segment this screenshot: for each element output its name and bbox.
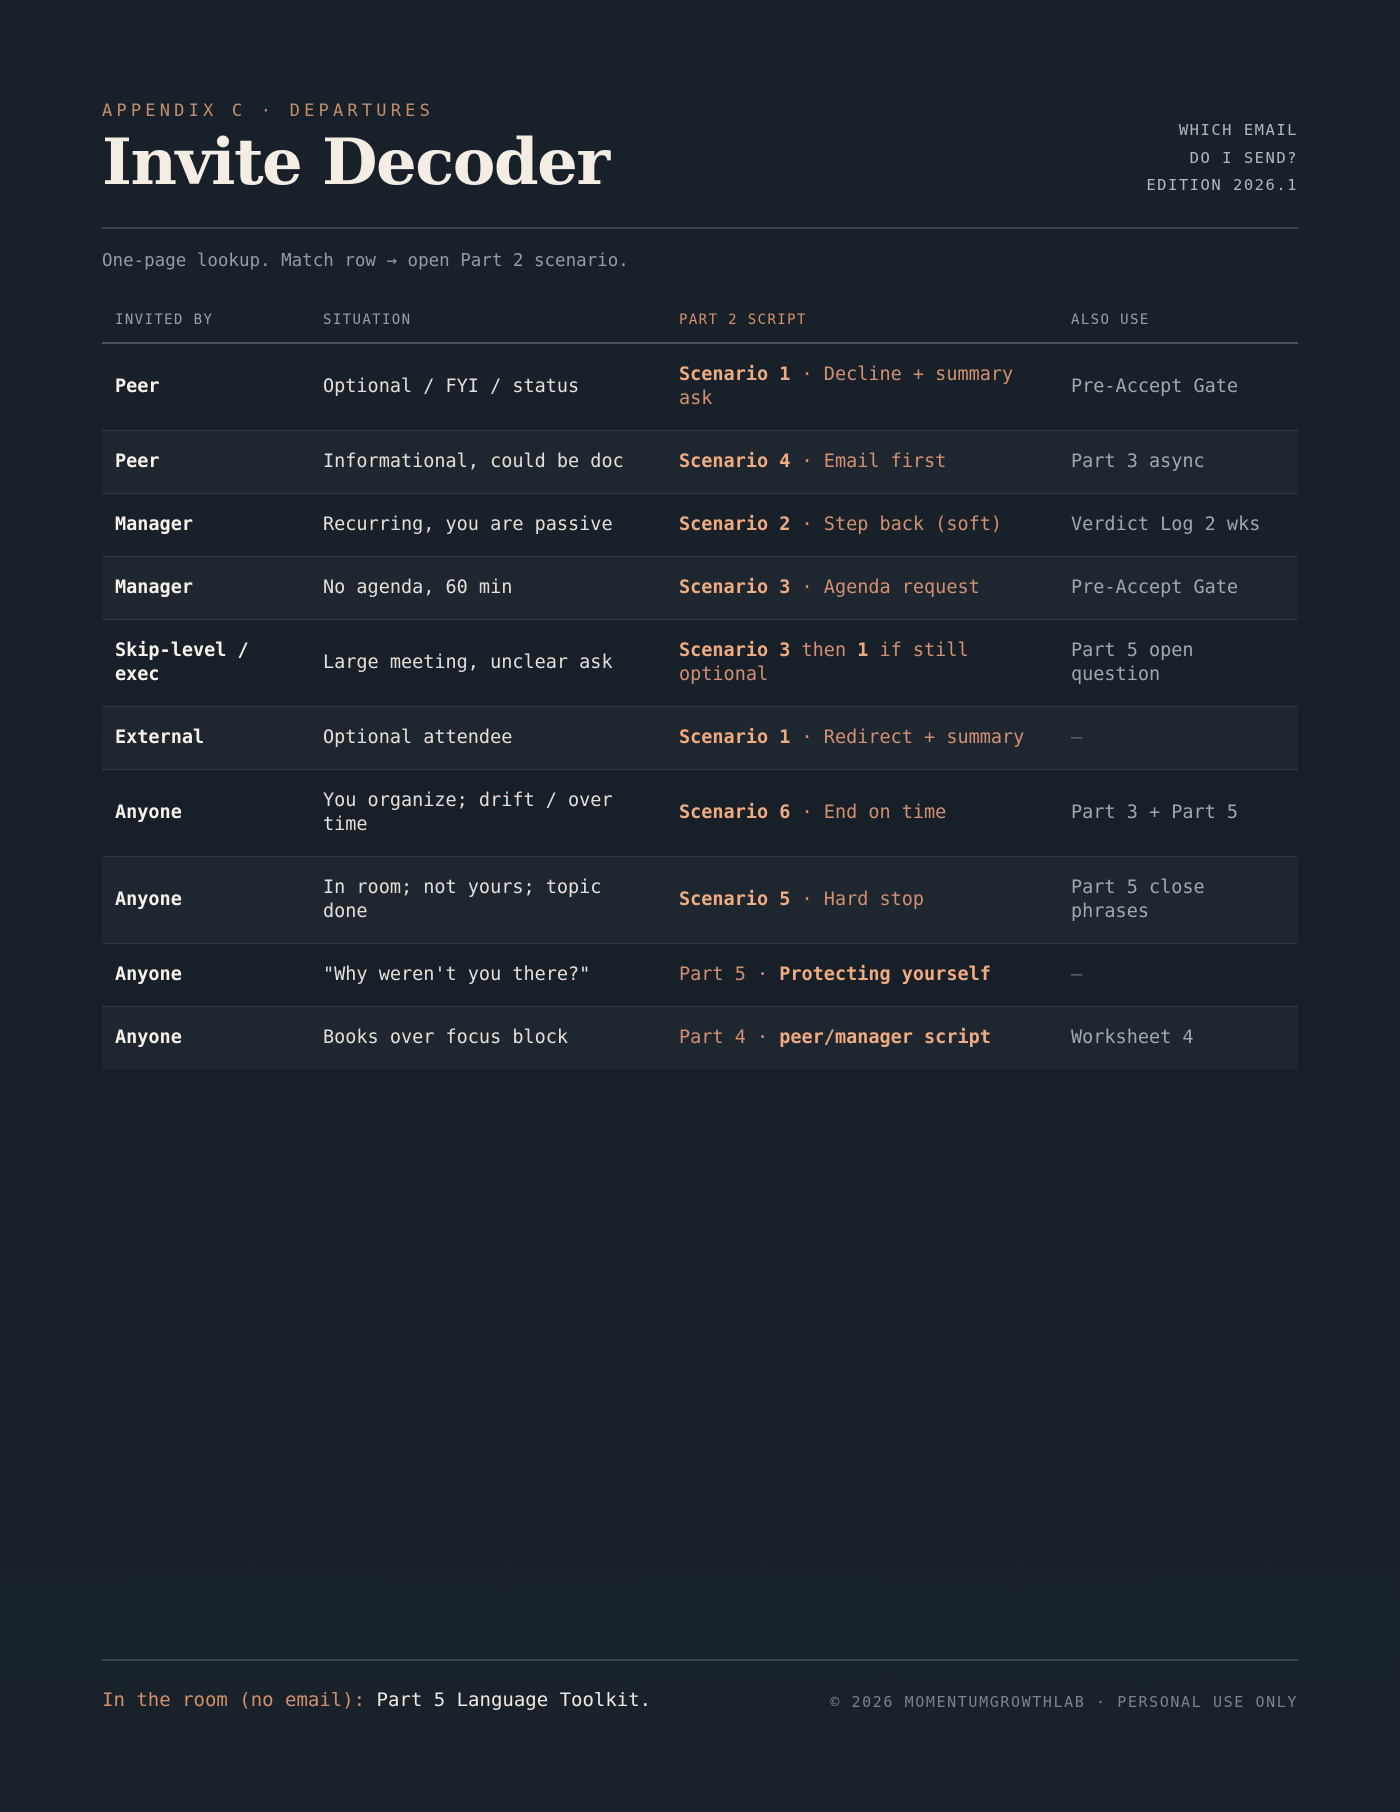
script-cell xyxy=(666,619,1058,706)
script-cell xyxy=(666,1006,1058,1069)
header-divider xyxy=(102,227,1298,229)
script-reference: Scenario 3 xyxy=(679,576,791,598)
table-header-row xyxy=(102,298,1298,343)
invited-by-cell: Anyone xyxy=(102,943,310,1006)
script-reference: Scenario 1 xyxy=(679,726,791,748)
also-use-cell: Part 5 open question xyxy=(1058,619,1298,706)
situation-cell: Optional / FYI / status xyxy=(310,343,666,430)
footer-divider xyxy=(102,1659,1298,1661)
script-cell xyxy=(666,856,1058,943)
also-use-cell: Pre-Accept Gate xyxy=(1058,556,1298,619)
script-reference: peer/manager script xyxy=(779,1026,991,1048)
table-row xyxy=(102,343,1298,430)
also-use-cell: Part 5 close phrases xyxy=(1058,856,1298,943)
also-use-cell: — xyxy=(1058,706,1298,769)
invited-by-cell: External xyxy=(102,706,310,769)
column-header-part2-script: PART 2 SCRIPT xyxy=(666,298,1058,343)
footer-note-label: In the room (no email): xyxy=(102,1689,366,1711)
also-use-cell: Worksheet 4 xyxy=(1058,1006,1298,1069)
footer-note-text: Part 5 Language Toolkit. xyxy=(365,1689,652,1711)
table-row xyxy=(102,706,1298,769)
meta-line: EDITION 2026.1 xyxy=(1146,176,1298,194)
edition-meta xyxy=(1146,117,1298,200)
table-row xyxy=(102,769,1298,856)
column-header-situation: SITUATION xyxy=(310,298,666,343)
invited-by-cell: Peer xyxy=(102,430,310,493)
column-header-invited-by: INVITED BY xyxy=(102,298,310,343)
invited-by-cell: Peer xyxy=(102,343,310,430)
script-text: · End on time xyxy=(790,801,947,823)
table-row xyxy=(102,493,1298,556)
also-use-cell: Part 3 + Part 5 xyxy=(1058,769,1298,856)
script-text: · Decline + summary ask xyxy=(679,363,1014,409)
decoder-table xyxy=(102,298,1298,1069)
situation-cell: Informational, could be doc xyxy=(310,430,666,493)
script-text: · Email first xyxy=(790,450,947,472)
situation-cell: No agenda, 60 min xyxy=(310,556,666,619)
invited-by-cell: Skip-level / exec xyxy=(102,619,310,706)
page-title: Invite Decoder xyxy=(102,125,609,200)
script-cell xyxy=(666,556,1058,619)
also-use-cell: — xyxy=(1058,943,1298,1006)
script-cell xyxy=(666,343,1058,430)
script-text: · Redirect + summary xyxy=(790,726,1025,748)
situation-cell: You organize; drift / over time xyxy=(310,769,666,856)
copyright-notice: © 2026 MOMENTUMGROWTHLAB · PERSONAL USE ONLY xyxy=(830,1693,1298,1711)
situation-cell: Books over focus block xyxy=(310,1006,666,1069)
script-text: then xyxy=(790,639,858,661)
appendix-page xyxy=(102,0,1298,1812)
table-row xyxy=(102,943,1298,1006)
table-row xyxy=(102,430,1298,493)
script-reference: Scenario 6 xyxy=(679,801,791,823)
table-row xyxy=(102,619,1298,706)
script-text: Part 5 · xyxy=(679,963,780,985)
also-use-cell: Verdict Log 2 wks xyxy=(1058,493,1298,556)
script-cell xyxy=(666,430,1058,493)
script-reference: Scenario 3 xyxy=(679,639,791,661)
invited-by-cell: Anyone xyxy=(102,856,310,943)
script-text: · Step back (soft) xyxy=(790,513,1003,535)
also-use-cell: Pre-Accept Gate xyxy=(1058,343,1298,430)
intro-text: One-page lookup. Match row → open Part 2 scenario. xyxy=(102,251,629,271)
script-cell xyxy=(666,943,1058,1006)
invited-by-cell: Anyone xyxy=(102,1006,310,1069)
situation-cell: Optional attendee xyxy=(310,706,666,769)
table-row xyxy=(102,556,1298,619)
situation-cell: In room; not yours; topic done xyxy=(310,856,666,943)
script-reference: Scenario 2 xyxy=(679,513,791,535)
situation-cell: "Why weren't you there?" xyxy=(310,943,666,1006)
table-row xyxy=(102,1006,1298,1069)
script-text: · Agenda request xyxy=(790,576,980,598)
situation-cell: Recurring, you are passive xyxy=(310,493,666,556)
meta-line: DO I SEND? xyxy=(1189,148,1298,167)
column-header-also-use: ALSO USE xyxy=(1058,298,1298,343)
script-text: Part 4 · xyxy=(679,1026,780,1048)
script-cell xyxy=(666,706,1058,769)
invited-by-cell: Anyone xyxy=(102,769,310,856)
script-reference: Scenario 5 xyxy=(679,888,791,910)
script-cell xyxy=(666,493,1058,556)
table-row xyxy=(102,856,1298,943)
appendix-eyebrow: APPENDIX C · DEPARTURES xyxy=(102,101,435,121)
script-text: if still optional xyxy=(679,639,969,685)
also-use-cell: Part 3 async xyxy=(1058,430,1298,493)
script-reference: Scenario 1 xyxy=(679,363,791,385)
situation-cell: Large meeting, unclear ask xyxy=(310,619,666,706)
invited-by-cell: Manager xyxy=(102,493,310,556)
script-reference: 1 xyxy=(857,639,869,661)
footer-note xyxy=(102,1689,651,1711)
invited-by-cell: Manager xyxy=(102,556,310,619)
script-reference: Protecting yourself xyxy=(779,963,991,985)
script-text: · Hard stop xyxy=(790,888,925,910)
meta-line: WHICH EMAIL xyxy=(1178,121,1298,139)
script-reference: Scenario 4 xyxy=(679,450,791,472)
script-cell xyxy=(666,769,1058,856)
